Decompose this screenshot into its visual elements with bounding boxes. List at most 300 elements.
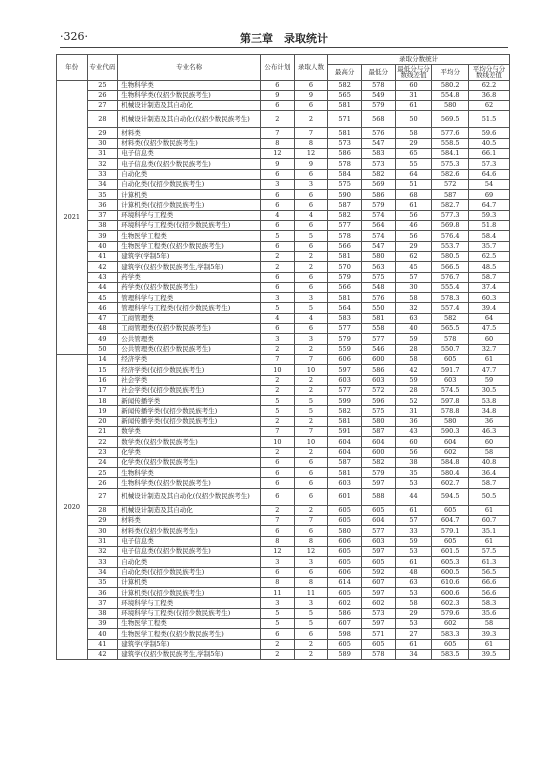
min-diff-cell: 61 [395,200,432,210]
admitted-cell: 12 [294,546,328,556]
plan-cell: 3 [261,598,295,608]
code-cell: 34 [87,179,118,189]
major-name-cell: 社会学类(仅招少数民族考生) [118,385,261,395]
max-cell: 570 [328,262,362,272]
col-group-scores: 录取分数统计 [328,55,510,65]
min-diff-cell: 38 [395,457,432,467]
admitted-cell: 8 [294,536,328,546]
min-cell: 605 [361,639,395,649]
max-cell: 584 [328,169,362,179]
major-name-cell: 材料类 [118,128,261,138]
code-cell: 15 [87,365,118,375]
min-diff-cell: 56 [395,210,432,220]
avg-cell: 576.7 [432,272,469,282]
major-name-cell: 化学类(仅招少数民族考生) [118,457,261,467]
plan-cell: 5 [261,406,295,416]
avg-cell: 594.5 [432,488,469,505]
major-name-cell: 机械设计制造及其自动化(仅招少数民族考生) [118,488,261,505]
avg-diff-cell: 40.8 [469,457,510,467]
code-cell: 32 [87,159,118,169]
min-cell: 558 [361,324,395,334]
year-cell: 2020 [57,354,88,659]
major-name-cell: 机械设计制造及其自动化(仅招少数民族考生) [118,111,261,128]
min-diff-cell: 61 [395,557,432,567]
col-min-diff: 最低分与分数线差值 [395,64,432,80]
max-cell: 581 [328,251,362,261]
avg-cell: 580.5 [432,251,469,261]
max-cell: 581 [328,416,362,426]
avg-diff-cell: 39.4 [469,303,510,313]
min-cell: 597 [361,588,395,598]
min-cell: 576 [361,128,395,138]
major-name-cell: 经济学类(仅招少数民族考生) [118,365,261,375]
major-name-cell: 生物科学类(仅招少数民族考生) [118,478,261,488]
min-cell: 602 [361,598,395,608]
min-diff-cell: 50 [395,111,432,128]
page-header [0,0,550,45]
avg-diff-cell: 60.7 [469,516,510,526]
code-cell: 33 [87,169,118,179]
avg-cell: 574.5 [432,385,469,395]
min-diff-cell: 62 [395,251,432,261]
min-cell: 597 [361,546,395,556]
min-cell: 582 [361,169,395,179]
table-row [57,354,510,364]
avg-cell: 602 [432,619,469,629]
min-diff-cell: 64 [395,169,432,179]
avg-cell: 602 [432,447,469,457]
max-cell: 586 [328,148,362,158]
table-row [57,90,510,100]
avg-diff-cell: 56.5 [469,567,510,577]
admitted-cell: 2 [294,447,328,457]
admitted-cell: 3 [294,293,328,303]
avg-cell: 605 [432,354,469,364]
admitted-cell: 10 [294,437,328,447]
table-row [57,80,510,90]
min-diff-cell: 52 [395,396,432,406]
col-plan: 公布计划 [261,55,295,81]
major-name-cell: 生物科学类 [118,468,261,478]
table-row [57,557,510,567]
major-name-cell: 电子信息类(仅招少数民族考生) [118,546,261,556]
avg-cell: 575.3 [432,159,469,169]
major-name-cell: 工商管理类(仅招少数民族考生) [118,324,261,334]
avg-cell: 580.2 [432,80,469,90]
min-diff-cell: 29 [395,241,432,251]
major-name-cell: 环境科学与工程类 [118,598,261,608]
code-cell: 30 [87,138,118,148]
major-name-cell: 数学类 [118,427,261,437]
table-row [57,546,510,556]
col-avg-diff: 平均分与分数线差值 [469,64,510,80]
code-cell: 19 [87,406,118,416]
code-cell: 42 [87,262,118,272]
min-cell: 592 [361,567,395,577]
plan-cell: 6 [261,567,295,577]
min-cell: 604 [361,437,395,447]
min-cell: 605 [361,557,395,567]
avg-cell: 605.3 [432,557,469,567]
admitted-cell: 5 [294,396,328,406]
avg-cell: 557.4 [432,303,469,313]
avg-diff-cell: 36.4 [469,468,510,478]
table-row [57,251,510,261]
admitted-cell: 6 [294,200,328,210]
code-cell: 42 [87,649,118,659]
max-cell: 591 [328,427,362,437]
col-code: 专业代码 [87,55,118,81]
code-cell: 16 [87,375,118,385]
plan-cell: 3 [261,293,295,303]
min-cell: 577 [361,334,395,344]
avg-cell: 582.7 [432,200,469,210]
plan-cell: 6 [261,282,295,292]
plan-cell: 3 [261,334,295,344]
min-diff-cell: 56 [395,231,432,241]
min-cell: 588 [361,488,395,505]
code-cell: 47 [87,313,118,323]
table-row [57,344,510,354]
admitted-cell: 5 [294,619,328,629]
table-row [57,334,510,344]
avg-cell: 602.3 [432,598,469,608]
admitted-cell: 6 [294,282,328,292]
plan-cell: 6 [261,468,295,478]
table-row [57,324,510,334]
major-name-cell: 电子信息类 [118,148,261,158]
table-row [57,272,510,282]
admitted-cell: 6 [294,526,328,536]
max-cell: 579 [328,272,362,282]
code-cell: 29 [87,516,118,526]
max-cell: 599 [328,396,362,406]
major-name-cell: 生物医学工程类 [118,231,261,241]
avg-diff-cell: 62 [469,101,510,111]
code-cell: 48 [87,324,118,334]
min-cell: 607 [361,577,395,587]
table-row [57,536,510,546]
admitted-cell: 6 [294,241,328,251]
min-diff-cell: 32 [395,303,432,313]
col-min: 最低分 [361,64,395,80]
avg-cell: 565.5 [432,324,469,334]
avg-diff-cell: 61.3 [469,557,510,567]
min-cell: 571 [361,629,395,639]
page-number: ·326· [60,30,88,43]
min-cell: 605 [361,505,395,515]
avg-cell: 583.5 [432,649,469,659]
min-diff-cell: 53 [395,588,432,598]
max-cell: 604 [328,447,362,457]
avg-cell: 597.8 [432,396,469,406]
max-cell: 577 [328,221,362,231]
code-cell: 39 [87,619,118,629]
min-cell: 568 [361,111,395,128]
table-row [57,588,510,598]
code-cell: 35 [87,577,118,587]
major-name-cell: 材料类 [118,516,261,526]
major-name-cell: 数学类(仅招少数民族考生) [118,437,261,447]
max-cell: 565 [328,90,362,100]
table-row [57,406,510,416]
max-cell: 605 [328,588,362,598]
plan-cell: 2 [261,111,295,128]
admitted-cell: 4 [294,210,328,220]
col-avg: 平均分 [432,64,469,80]
admitted-cell: 2 [294,344,328,354]
max-cell: 571 [328,111,362,128]
admitted-cell: 8 [294,577,328,587]
min-diff-cell: 61 [395,101,432,111]
avg-diff-cell: 48.5 [469,262,510,272]
plan-cell: 7 [261,354,295,364]
admitted-cell: 2 [294,385,328,395]
plan-cell: 2 [261,385,295,395]
major-name-cell: 管理科学与工程类 [118,293,261,303]
code-cell: 23 [87,447,118,457]
plan-cell: 3 [261,179,295,189]
max-cell: 598 [328,629,362,639]
admitted-cell: 2 [294,262,328,272]
admitted-cell: 2 [294,375,328,385]
avg-cell: 583.3 [432,629,469,639]
admitted-cell: 6 [294,221,328,231]
max-cell: 575 [328,179,362,189]
plan-cell: 2 [261,344,295,354]
plan-cell: 6 [261,478,295,488]
min-diff-cell: 60 [395,437,432,447]
avg-diff-cell: 47.5 [469,324,510,334]
avg-diff-cell: 35.7 [469,241,510,251]
avg-cell: 610.6 [432,577,469,587]
max-cell: 566 [328,241,362,251]
min-diff-cell: 36 [395,416,432,426]
max-cell: 586 [328,608,362,618]
code-cell: 25 [87,80,118,90]
code-cell: 28 [87,111,118,128]
admitted-cell: 2 [294,111,328,128]
admitted-cell: 3 [294,334,328,344]
table-row [57,231,510,241]
plan-cell: 8 [261,138,295,148]
major-name-cell: 计算机类 [118,190,261,200]
avg-cell: 584.8 [432,457,469,467]
avg-diff-cell: 66.6 [469,577,510,587]
min-diff-cell: 58 [395,598,432,608]
avg-diff-cell: 56.6 [469,588,510,598]
avg-cell: 580.4 [432,468,469,478]
min-diff-cell: 58 [395,354,432,364]
code-cell: 46 [87,303,118,313]
min-diff-cell: 65 [395,148,432,158]
avg-diff-cell: 36.8 [469,90,510,100]
table-row [57,169,510,179]
table-row [57,293,510,303]
avg-diff-cell: 59.3 [469,210,510,220]
plan-cell: 10 [261,437,295,447]
code-cell: 26 [87,478,118,488]
min-diff-cell: 59 [395,375,432,385]
avg-cell: 579.6 [432,608,469,618]
code-cell: 31 [87,536,118,546]
plan-cell: 9 [261,159,295,169]
max-cell: 605 [328,557,362,567]
avg-diff-cell: 51.5 [469,111,510,128]
plan-cell: 6 [261,457,295,467]
table-row [57,385,510,395]
major-name-cell: 新闻传播学类(仅招少数民族考生) [118,416,261,426]
table-row [57,598,510,608]
code-cell: 40 [87,629,118,639]
avg-diff-cell: 57.5 [469,546,510,556]
avg-cell: 603 [432,375,469,385]
major-name-cell: 自动化类(仅招少数民族考生) [118,179,261,189]
min-cell: 577 [361,526,395,536]
plan-cell: 2 [261,416,295,426]
table-row [57,488,510,505]
min-diff-cell: 27 [395,629,432,639]
admitted-cell: 6 [294,169,328,179]
min-diff-cell: 51 [395,179,432,189]
max-cell: 579 [328,334,362,344]
plan-cell: 2 [261,447,295,457]
plan-cell: 2 [261,505,295,515]
major-name-cell: 生物科学类(仅招少数民族考生) [118,90,261,100]
min-diff-cell: 57 [395,516,432,526]
avg-cell: 600.6 [432,588,469,598]
major-name-cell: 生物医学工程类(仅招少数民族考生) [118,241,261,251]
table-row [57,427,510,437]
code-cell: 45 [87,293,118,303]
plan-cell: 10 [261,365,295,375]
table-row [57,190,510,200]
major-name-cell: 计算机类 [118,577,261,587]
major-name-cell: 生物医学工程类 [118,619,261,629]
code-cell: 26 [87,90,118,100]
table-row [57,128,510,138]
plan-cell: 7 [261,128,295,138]
admitted-cell: 5 [294,608,328,618]
min-diff-cell: 30 [395,282,432,292]
max-cell: 581 [328,128,362,138]
max-cell: 606 [328,536,362,546]
avg-diff-cell: 58.7 [469,272,510,282]
code-cell: 36 [87,588,118,598]
min-cell: 575 [361,272,395,282]
min-cell: 549 [361,90,395,100]
min-cell: 581 [361,313,395,323]
table-row [57,262,510,272]
code-cell: 14 [87,354,118,364]
table-row [57,447,510,457]
table-row [57,303,510,313]
avg-cell: 582 [432,313,469,323]
max-cell: 577 [328,385,362,395]
plan-cell: 7 [261,427,295,437]
table-row [57,416,510,426]
major-name-cell: 管理科学与工程类(仅招少数民族考生) [118,303,261,313]
avg-cell: 569.8 [432,221,469,231]
avg-cell: 582.6 [432,169,469,179]
major-name-cell: 环境科学与工程类 [118,210,261,220]
avg-diff-cell: 60.3 [469,293,510,303]
avg-diff-cell: 58.7 [469,478,510,488]
table-row [57,516,510,526]
table-row [57,396,510,406]
code-cell: 34 [87,567,118,577]
code-cell: 41 [87,251,118,261]
avg-cell: 601.5 [432,546,469,556]
admitted-cell: 5 [294,406,328,416]
min-cell: 563 [361,262,395,272]
admitted-cell: 6 [294,101,328,111]
min-diff-cell: 29 [395,138,432,148]
min-diff-cell: 55 [395,159,432,169]
admitted-cell: 11 [294,588,328,598]
avg-diff-cell: 40.5 [469,138,510,148]
avg-cell: 576.4 [432,231,469,241]
plan-cell: 8 [261,536,295,546]
min-cell: 576 [361,293,395,303]
avg-diff-cell: 39.5 [469,649,510,659]
table-row [57,111,510,128]
min-diff-cell: 33 [395,526,432,536]
table-row [57,437,510,447]
plan-cell: 6 [261,169,295,179]
max-cell: 578 [328,159,362,169]
avg-cell: 605 [432,505,469,515]
min-diff-cell: 35 [395,468,432,478]
avg-diff-cell: 46.3 [469,427,510,437]
max-cell: 583 [328,313,362,323]
major-name-cell: 自动化类(仅招少数民族考生) [118,567,261,577]
admitted-cell: 6 [294,468,328,478]
min-diff-cell: 46 [395,221,432,231]
code-cell: 39 [87,231,118,241]
table-row [57,148,510,158]
table-row [57,619,510,629]
plan-cell: 4 [261,210,295,220]
plan-cell: 6 [261,488,295,505]
min-diff-cell: 31 [395,90,432,100]
max-cell: 601 [328,488,362,505]
min-cell: 586 [361,365,395,375]
major-name-cell: 机械设计制造及其自动化 [118,101,261,111]
max-cell: 597 [328,365,362,375]
major-name-cell: 化学类 [118,447,261,457]
avg-cell: 605 [432,536,469,546]
min-cell: 597 [361,478,395,488]
code-cell: 20 [87,416,118,426]
plan-cell: 3 [261,557,295,567]
avg-diff-cell: 58 [469,447,510,457]
avg-cell: 580 [432,101,469,111]
max-cell: 581 [328,468,362,478]
plan-cell: 9 [261,90,295,100]
avg-cell: 602.7 [432,478,469,488]
avg-diff-cell: 61 [469,536,510,546]
max-cell: 587 [328,457,362,467]
plan-cell: 6 [261,200,295,210]
table-row [57,577,510,587]
avg-diff-cell: 64.7 [469,200,510,210]
code-cell: 32 [87,546,118,556]
admitted-cell: 6 [294,272,328,282]
table-row [57,282,510,292]
table-row [57,526,510,536]
admission-score-table [56,54,510,660]
